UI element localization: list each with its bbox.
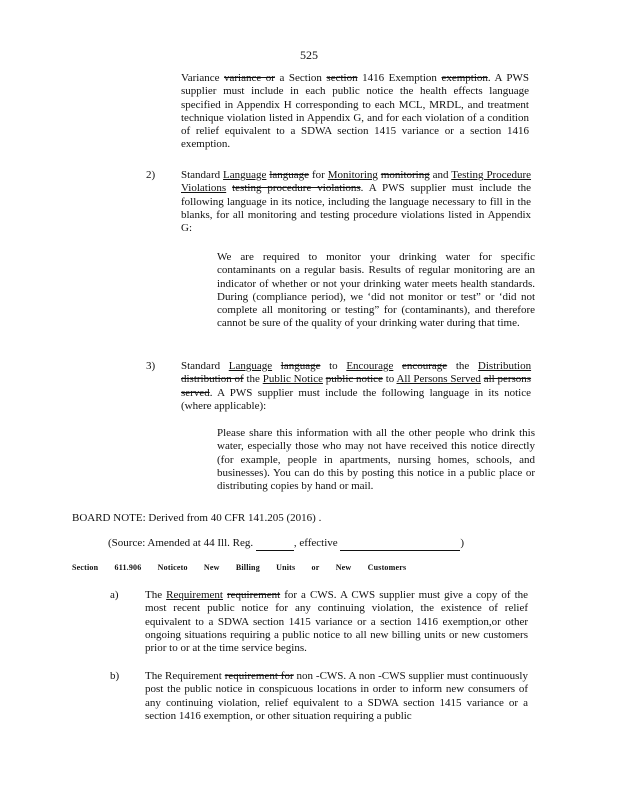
source-line <box>108 537 508 551</box>
item-b-number: b) <box>110 670 120 682</box>
deleted-text: distribution of <box>181 373 244 386</box>
item-a-number: a) <box>110 589 119 601</box>
deleted-text: language <box>280 360 321 372</box>
heading-word: Units <box>276 563 296 572</box>
heading-word: New <box>335 563 352 572</box>
monitoring-notice-quote: We are required to monitor your drinking water for specific contaminants on a regular basis. Results of regular monitoring are an indicator of whether or not your drinking water meets health standards. During (compliance period), we ‘did not monitor or test” or ‘did not complete all monitoring or testing” for (contaminants), and therefore cannot be sure of the quality of your drinking water during that time. <box>217 251 535 330</box>
item-3-paragraph <box>181 360 531 413</box>
text: the <box>455 360 470 372</box>
inserted-text: Public Notice <box>262 373 323 386</box>
distribution-notice-quote: Please share this information with all the other people who drink this water, especially those who may not have received this notice directly (for example, people in apartments, nursing homes, schools, and businesses). You can do this by posting this notice in a public place or distributing copies by hand or mail. <box>217 427 535 493</box>
text: to <box>329 360 338 372</box>
source-text: ) <box>460 537 465 549</box>
text: Variance <box>181 72 220 84</box>
text: 1416 Exemption <box>362 72 437 84</box>
deleted-text: exemption <box>441 72 488 84</box>
register-page-blank <box>256 537 294 551</box>
item-a-paragraph <box>145 589 528 655</box>
page-number: 525 <box>300 48 318 62</box>
inserted-text: Distribution <box>477 360 532 372</box>
deleted-text: variance or <box>224 72 275 84</box>
heading-word: Noticeto <box>157 563 188 572</box>
section-number: 611.906 <box>114 563 142 572</box>
deleted-text: encourage <box>401 360 448 372</box>
heading-word: Customers <box>367 563 407 572</box>
inserted-text: Language <box>223 169 267 181</box>
inserted-text: Requirement <box>166 589 223 601</box>
text: for a CWS. A CWS supplier must give a copy of the most recent public notice for any continuing violation, the existence of relief equivalent to a SDWA section 1415 variance or a section 1416 exemption,or other ongoing situations requiring a public notice to all new billing units or new customers prior to or at the time service begins. <box>145 589 529 655</box>
text: . A PWS supplier must include the following language in its notice (where applicable): <box>181 386 531 412</box>
inserted-text: Encourage <box>346 360 394 372</box>
text: . A PWS supplier must include in each public notice the health effects language specified in Appendix H corresponding to each MCL, MRDL, and treatment technique violation listed in Appendix G, and for each violation of a condition of relief equivalent to a SDWA section 1415 variance or a section 1416 exemption. <box>181 72 530 151</box>
inserted-text: Monitoring <box>327 169 378 181</box>
deleted-text: monitoring <box>380 169 430 181</box>
deleted-text: requirement for <box>224 670 294 682</box>
section-label: Section <box>72 563 99 572</box>
board-note: BOARD NOTE: Derived from 40 CFR 141.205 (2016) . <box>72 512 322 524</box>
text: to <box>385 373 395 386</box>
text: . A PWS supplier must include the following language in its notice, including the language necessary to fill in the blanks, for all monitoring and testing procedure violations listed in Appendix G: <box>181 182 531 235</box>
deleted-text: all persons served <box>181 373 532 399</box>
text: The <box>145 589 163 601</box>
item-3-number: 3) <box>146 360 156 372</box>
deleted-text: public notice <box>325 373 383 386</box>
item-2-paragraph <box>181 169 531 235</box>
text: a Section <box>279 72 322 84</box>
deleted-text: section <box>326 72 358 84</box>
text: for <box>312 169 325 181</box>
text: non -CWS. A non -CWS supplier must continuously post the public notice in conspicuous locations in order to inform new consumers of any continuing violation, relief equivalent to a SDWA section 1415 variance or a section 1416 exemption, or other situation requiring a public <box>145 670 528 722</box>
text: Standard <box>181 169 221 181</box>
item-b-paragraph <box>145 670 528 723</box>
deleted-text: requirement <box>227 589 281 601</box>
source-text: (Source: Amended at 44 Ill. Reg. <box>108 537 254 549</box>
inserted-text: Language <box>228 360 273 372</box>
deleted-text: testing procedure violations <box>232 182 361 195</box>
deleted-text: language <box>269 169 310 181</box>
heading-word: New <box>203 563 220 572</box>
item-2-number: 2) <box>146 169 156 181</box>
source-text: , effective <box>293 537 338 549</box>
variance-paragraph <box>181 72 529 152</box>
text: Standard <box>181 360 221 372</box>
section-heading <box>72 563 420 572</box>
text: The Requirement <box>145 670 222 682</box>
heading-word: Billing <box>235 563 260 572</box>
inserted-text: All Persons Served <box>396 373 481 386</box>
inserted-text: Testing Procedure Violations <box>181 169 532 195</box>
text: the <box>246 373 260 386</box>
text: and <box>432 169 449 181</box>
effective-date-blank <box>340 537 460 551</box>
heading-word: or <box>311 563 320 572</box>
